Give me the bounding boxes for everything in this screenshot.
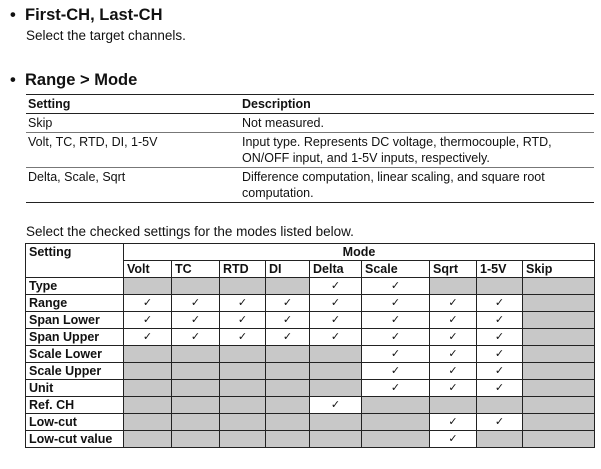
check-mark-icon: ✓	[362, 346, 430, 363]
setting-label: Scale Lower	[26, 346, 124, 363]
heading-first-last-ch: First-CH, Last-CH	[25, 6, 163, 24]
table-row	[26, 312, 595, 329]
setting-label: Low-cut	[26, 414, 124, 431]
disabled-cell	[172, 363, 220, 380]
mode-name-cell: RTD	[220, 261, 266, 278]
check-mark-icon: ✓	[477, 346, 523, 363]
disabled-cell	[523, 278, 595, 295]
header-setting: Setting	[26, 95, 240, 114]
table-header-row	[26, 95, 594, 114]
settings-description-table	[26, 94, 594, 203]
check-mark-icon: ✓	[220, 312, 266, 329]
check-mark-icon: ✓	[266, 295, 310, 312]
mode-name-cell: Sqrt	[430, 261, 477, 278]
disabled-cell	[124, 414, 172, 431]
check-mark-icon: ✓	[220, 295, 266, 312]
check-mark-icon: ✓	[477, 414, 523, 431]
disabled-cell	[523, 431, 595, 448]
disabled-cell	[220, 431, 266, 448]
disabled-cell	[124, 363, 172, 380]
disabled-cell	[523, 312, 595, 329]
disabled-cell	[172, 380, 220, 397]
check-mark-icon: ✓	[430, 346, 477, 363]
heading-range-mode: Range > Mode	[25, 71, 138, 89]
check-mark-icon: ✓	[430, 329, 477, 346]
disabled-cell	[310, 346, 362, 363]
disabled-cell	[124, 380, 172, 397]
section-heading-range-mode	[10, 71, 137, 90]
check-mark-icon: ✓	[430, 295, 477, 312]
check-mark-icon: ✓	[172, 295, 220, 312]
check-mark-icon: ✓	[362, 363, 430, 380]
disabled-cell	[266, 363, 310, 380]
disabled-cell	[220, 278, 266, 295]
section-heading-channels	[10, 6, 163, 25]
table-row	[26, 414, 595, 431]
mode-settings-table	[25, 243, 595, 448]
disabled-cell	[266, 397, 310, 414]
mode-table-intro: Select the checked settings for the modes listed below.	[26, 224, 354, 239]
check-mark-icon: ✓	[124, 329, 172, 346]
disabled-cell	[220, 346, 266, 363]
description-cell: Input type. Represents DC voltage, thermocouple, RTD, ON/OFF input, and 1-5V inputs, respectively.	[240, 133, 594, 168]
disabled-cell	[124, 397, 172, 414]
check-mark-icon: ✓	[362, 329, 430, 346]
table-row	[26, 397, 595, 414]
disabled-cell	[266, 278, 310, 295]
disabled-cell	[172, 346, 220, 363]
mode-name-cell: Scale	[362, 261, 430, 278]
description-cell: Difference computation, linear scaling, and square root computation.	[240, 168, 594, 203]
table-row	[26, 114, 594, 133]
check-mark-icon: ✓	[124, 312, 172, 329]
mode-name-cell: Delta	[310, 261, 362, 278]
disabled-cell	[172, 414, 220, 431]
disabled-cell	[220, 414, 266, 431]
check-mark-icon: ✓	[430, 431, 477, 448]
bullet: •	[10, 71, 16, 89]
table-row	[26, 346, 595, 363]
setting-label: Unit	[26, 380, 124, 397]
disabled-cell	[310, 414, 362, 431]
check-mark-icon: ✓	[477, 295, 523, 312]
check-mark-icon: ✓	[362, 380, 430, 397]
disabled-cell	[362, 414, 430, 431]
disabled-cell	[310, 363, 362, 380]
channels-description: Select the target channels.	[26, 28, 186, 43]
disabled-cell	[523, 295, 595, 312]
mode-name-cell: 1-5V	[477, 261, 523, 278]
disabled-cell	[523, 397, 595, 414]
setting-label: Type	[26, 278, 124, 295]
check-mark-icon: ✓	[477, 363, 523, 380]
check-mark-icon: ✓	[310, 397, 362, 414]
disabled-cell	[523, 380, 595, 397]
disabled-cell	[172, 278, 220, 295]
table-row	[26, 431, 595, 448]
disabled-cell	[430, 397, 477, 414]
disabled-cell	[220, 380, 266, 397]
bullet: •	[10, 6, 16, 24]
disabled-cell	[477, 397, 523, 414]
check-mark-icon: ✓	[266, 329, 310, 346]
mode-name-cell: Skip	[523, 261, 595, 278]
check-mark-icon: ✓	[430, 363, 477, 380]
table-row	[26, 380, 595, 397]
check-mark-icon: ✓	[362, 312, 430, 329]
disabled-cell	[220, 397, 266, 414]
disabled-cell	[523, 363, 595, 380]
check-mark-icon: ✓	[124, 295, 172, 312]
check-mark-icon: ✓	[310, 329, 362, 346]
check-mark-icon: ✓	[172, 312, 220, 329]
check-mark-icon: ✓	[430, 414, 477, 431]
check-mark-icon: ✓	[172, 329, 220, 346]
header-setting: Setting	[26, 244, 124, 278]
disabled-cell	[266, 346, 310, 363]
table-row	[26, 329, 595, 346]
setting-label: Ref. CH	[26, 397, 124, 414]
check-mark-icon: ✓	[477, 312, 523, 329]
disabled-cell	[477, 278, 523, 295]
disabled-cell	[172, 397, 220, 414]
check-mark-icon: ✓	[477, 380, 523, 397]
check-mark-icon: ✓	[430, 312, 477, 329]
disabled-cell	[362, 397, 430, 414]
check-mark-icon: ✓	[310, 312, 362, 329]
disabled-cell	[523, 414, 595, 431]
table-row	[26, 168, 594, 203]
disabled-cell	[124, 431, 172, 448]
check-mark-icon: ✓	[477, 329, 523, 346]
mode-name-cell: Volt	[124, 261, 172, 278]
setting-label: Scale Upper	[26, 363, 124, 380]
mode-name-cell: TC	[172, 261, 220, 278]
disabled-cell	[310, 380, 362, 397]
header-mode: Mode	[124, 244, 595, 261]
table-row	[26, 295, 595, 312]
table-row	[26, 133, 594, 168]
setting-label: Low-cut value	[26, 431, 124, 448]
check-mark-icon: ✓	[362, 278, 430, 295]
check-mark-icon: ✓	[220, 329, 266, 346]
setting-cell: Skip	[26, 114, 240, 133]
setting-label: Span Lower	[26, 312, 124, 329]
disabled-cell	[266, 380, 310, 397]
disabled-cell	[266, 431, 310, 448]
disabled-cell	[220, 363, 266, 380]
disabled-cell	[477, 431, 523, 448]
disabled-cell	[172, 431, 220, 448]
disabled-cell	[124, 346, 172, 363]
check-mark-icon: ✓	[266, 312, 310, 329]
header-description: Description	[240, 95, 594, 114]
disabled-cell	[124, 278, 172, 295]
disabled-cell	[310, 431, 362, 448]
check-mark-icon: ✓	[430, 380, 477, 397]
setting-label: Span Upper	[26, 329, 124, 346]
setting-cell: Delta, Scale, Sqrt	[26, 168, 240, 203]
setting-cell: Volt, TC, RTD, DI, 1-5V	[26, 133, 240, 168]
check-mark-icon: ✓	[310, 278, 362, 295]
table-row	[26, 278, 595, 295]
check-mark-icon: ✓	[310, 295, 362, 312]
disabled-cell	[362, 431, 430, 448]
setting-label: Range	[26, 295, 124, 312]
disabled-cell	[523, 329, 595, 346]
disabled-cell	[430, 278, 477, 295]
table-row	[26, 363, 595, 380]
check-mark-icon: ✓	[362, 295, 430, 312]
disabled-cell	[523, 346, 595, 363]
mode-header-row	[26, 244, 595, 261]
description-cell: Not measured.	[240, 114, 594, 133]
mode-name-cell: DI	[266, 261, 310, 278]
disabled-cell	[266, 414, 310, 431]
